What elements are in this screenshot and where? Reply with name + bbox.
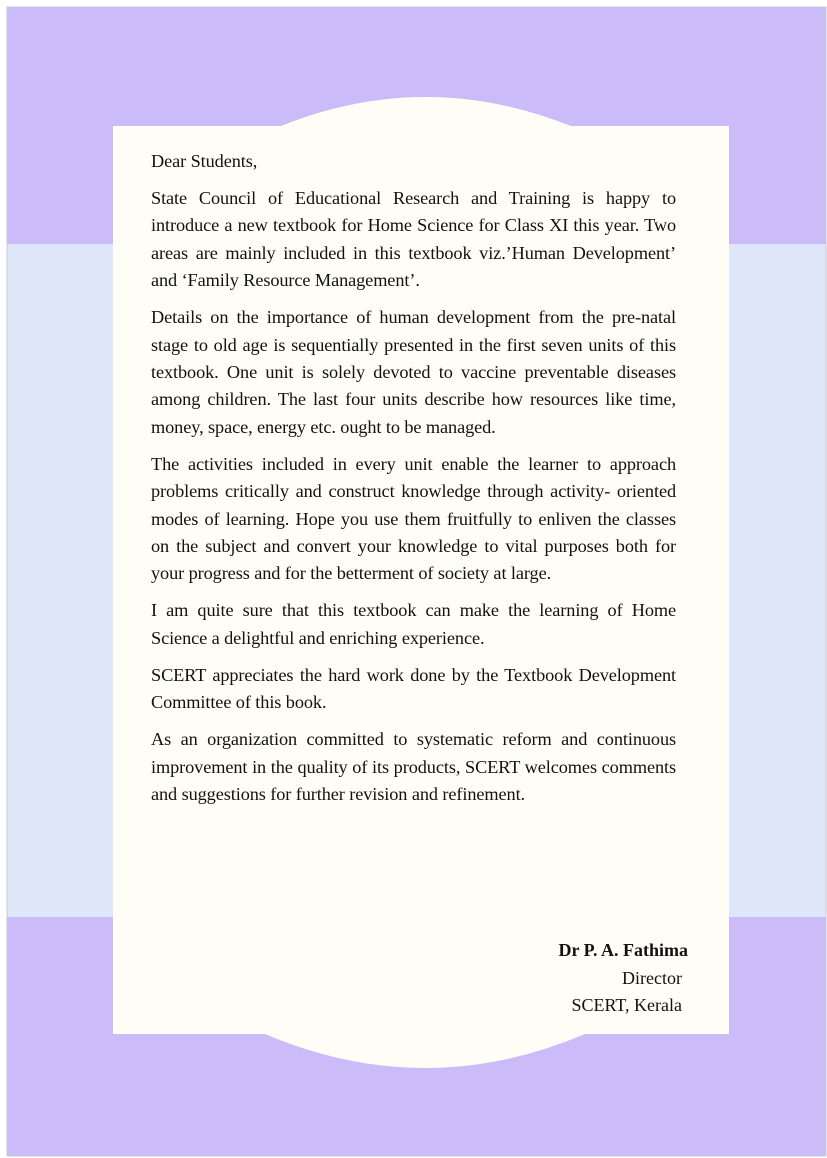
paragraph: As an organization committed to systematic reform and continuous improvement in the quality of its products, SCERT welcomes comments and suggestions for further revision and refinement. (151, 729, 676, 805)
letter-body (151, 148, 676, 818)
signature-block (558, 937, 688, 1020)
paragraph: State Council of Educational Research and Training is happy to introduce a new textbook for Home Science for Class XI this year. Two areas are mainly included in this textbook viz.’Human Development’ and ‘Family Resource Management’. (151, 188, 676, 291)
paragraph: Details on the importance of human development from the pre-natal stage to old age is sequentially presented in the first seven units of this textbook. One unit is solely devoted to vaccine preventable diseases among children. The last four units describe how resources like time, money, space, energy etc. ought to be managed. (151, 307, 676, 437)
signatory-name: Dr P. A. Fathima (558, 940, 688, 960)
signatory-org: SCERT, Kerala (571, 995, 682, 1015)
paragraph: The activities included in every unit enable the learner to approach problems critically and construct knowledge through activity- oriented modes of learning. Hope you use them fruitfully to enliven the classes on the subject and convert your knowledge to vital purposes both for your progress and for the betterment of society at large. (151, 453, 676, 584)
paragraph: SCERT appreciates the hard work done by the Textbook Development Committee of this book. (151, 664, 676, 713)
salutation: Dear Students, (151, 151, 258, 171)
signatory-title: Director (622, 967, 682, 988)
paragraph: I am quite sure that this textbook can make the learning of Home Science a delightful and enriching experience. (151, 600, 676, 648)
